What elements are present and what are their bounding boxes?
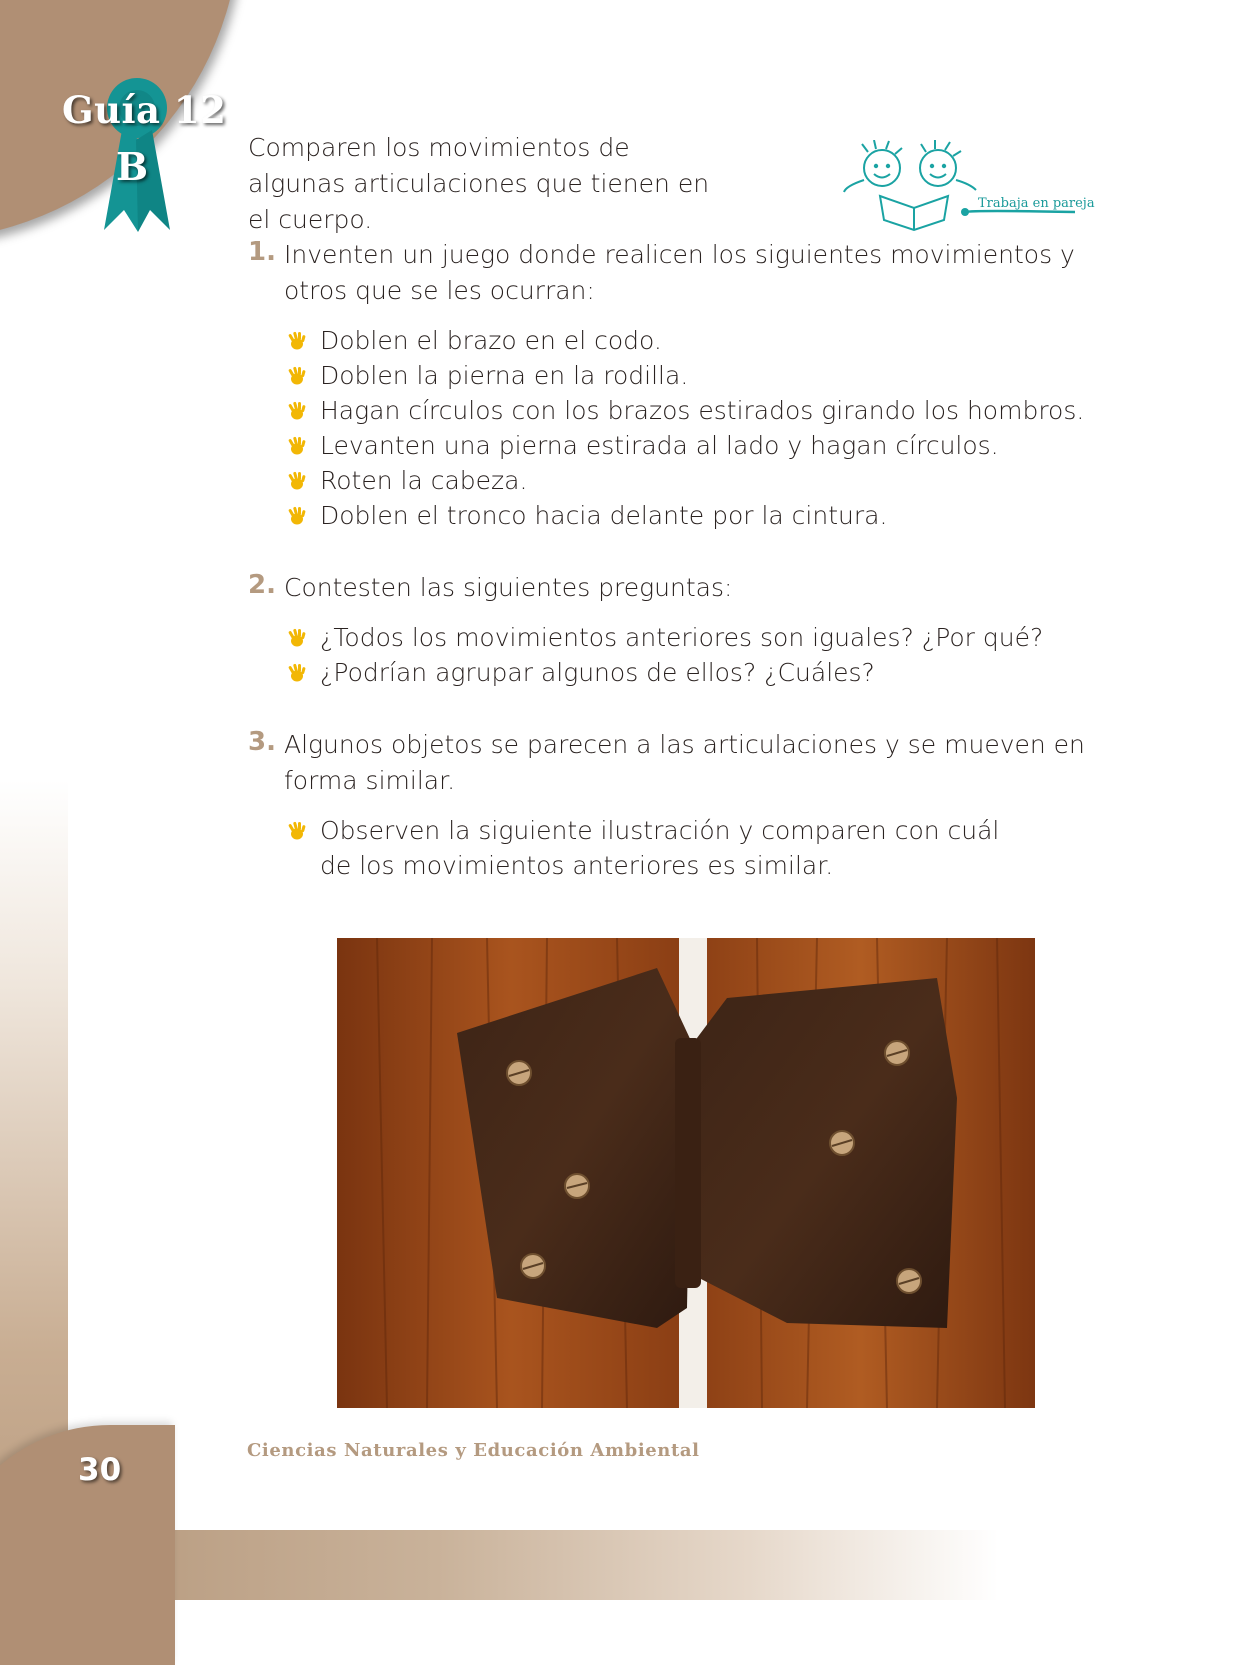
bullet-list	[284, 323, 1098, 533]
bullet-list	[284, 620, 1098, 690]
question-2	[248, 570, 1098, 690]
list-item: Doblen el tronco hacia delante por la cintura.	[284, 498, 1098, 533]
page-number: 30	[78, 1452, 122, 1488]
hand-bullet-icon	[286, 331, 306, 351]
list-item: Observen la siguiente ilustración y comparen con cuál de los movimientos anteriores es similar.	[284, 813, 1020, 883]
list-item: Hagan círculos con los brazos estirados girando los hombros.	[284, 393, 1098, 428]
footer-title: Ciencias Naturales y Educación Ambiental	[247, 1440, 700, 1461]
hand-bullet-icon	[286, 471, 306, 491]
question-text: Inventen un juego donde realicen los siguientes movimientos y otros que se les ocurran:	[284, 240, 1075, 305]
hand-bullet-icon	[286, 401, 306, 421]
question-text: Algunos objetos se parecen a las articulaciones y se mueven en forma similar.	[284, 730, 1085, 795]
question-number: 2.	[248, 570, 276, 600]
list-item: ¿Podrían agrupar algunos de ellos? ¿Cuáles?	[284, 655, 1098, 690]
question-3	[248, 727, 1098, 883]
question-number: 1.	[248, 237, 276, 267]
two-kids-icon	[840, 140, 1090, 240]
list-item: Roten la cabeza.	[284, 463, 1098, 498]
bottom-gradient-band	[0, 1530, 1248, 1600]
list-item: Doblen el brazo en el codo.	[284, 323, 1098, 358]
hand-bullet-icon	[286, 663, 306, 683]
question-number: 3.	[248, 727, 276, 757]
bullet-list	[284, 813, 1098, 883]
guide-letter: B	[116, 144, 149, 189]
hand-bullet-icon	[286, 628, 306, 648]
hand-bullet-icon	[286, 366, 306, 386]
list-item: ¿Todos los movimientos anteriores son iguales? ¿Por qué?	[284, 620, 1098, 655]
hinge-photo	[337, 938, 1035, 1408]
list-item: Doblen la pierna en la rodilla.	[284, 358, 1098, 393]
question-text: Contesten las siguientes preguntas:	[284, 573, 733, 602]
guide-title: Guía 12	[62, 88, 227, 132]
intro-text: Comparen los movimientos de algunas articulaciones que tienen en el cuerpo.	[248, 133, 710, 234]
hand-bullet-icon	[286, 436, 306, 456]
pair-work-label: Trabaja en pareja	[978, 196, 1095, 211]
hand-bullet-icon	[286, 506, 306, 526]
list-item: Levanten una pierna estirada al lado y hagan círculos.	[284, 428, 1098, 463]
question-1	[248, 237, 1098, 533]
hand-bullet-icon	[286, 821, 306, 841]
